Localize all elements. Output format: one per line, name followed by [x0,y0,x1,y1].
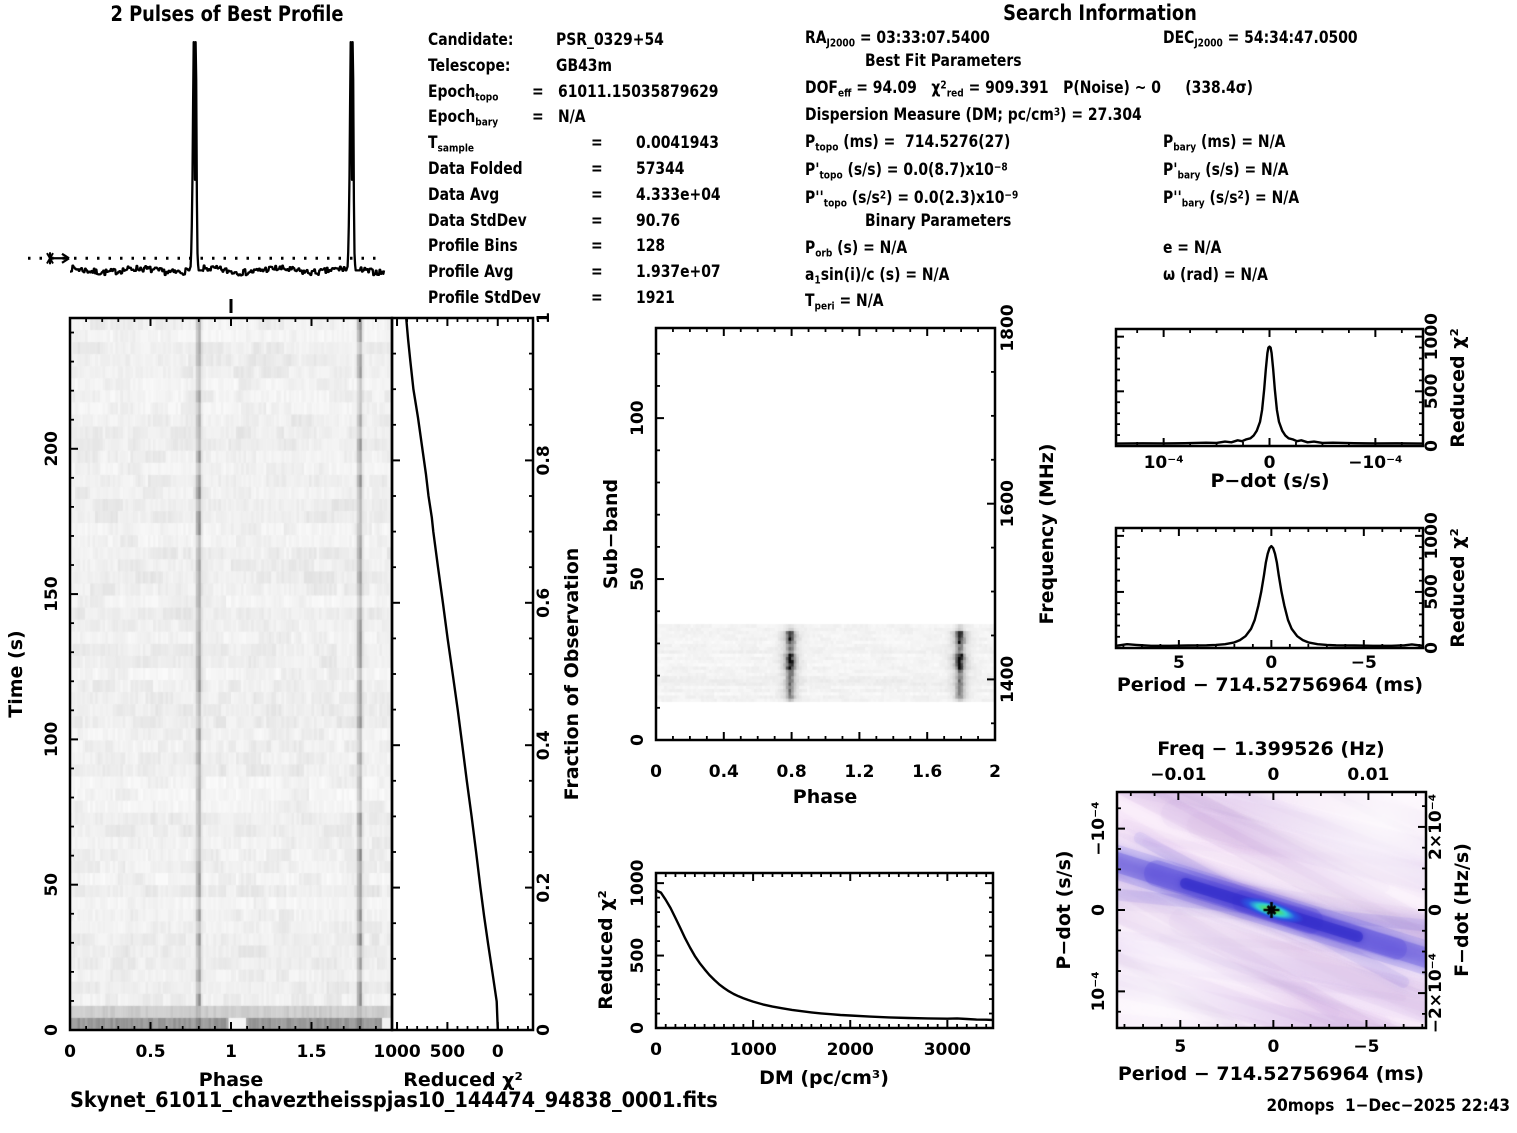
axis-label: Phase [198,1069,264,1091]
tick-label: −5 [1350,653,1377,673]
info-row [428,236,798,262]
tick-label: 200 [42,431,62,467]
info-left: $P''_{topo}$ $(s/s^2) = 0.0(2.3)x10^{-9}$ [805,188,1019,210]
tick-label: 0 [628,734,648,746]
data-curve [1116,347,1423,444]
subscript: peri [814,299,835,313]
plot-frame [392,318,533,1030]
info-label: Epoch$_{topo}$ [428,81,499,104]
tick-label: 1000 [628,859,648,907]
tick-label: 0 [491,1042,504,1062]
info-row [428,107,798,133]
tick-label: 5 [1174,1037,1187,1057]
axis-label: Period − 714.52756964 (ms) [1117,1063,1425,1085]
subband-heatmap [656,328,995,740]
tick-label: −10⁻⁴ [1089,801,1109,856]
tick-label: 1.2 [844,762,875,782]
info-right: e = N/A [1163,238,1222,258]
info-row [428,262,798,288]
plot-frame [656,873,993,1028]
tick-label: 2×10⁻⁴ [1426,793,1446,860]
tick-label: 150 [42,576,62,612]
info-right: $DEC_{J2000}$ = 54:34:47.0500 [1163,28,1358,50]
data-curve [70,42,384,275]
tick-label: 0 [534,1024,554,1036]
star-marker [47,253,53,263]
tick-label: 10⁻⁴ [1143,453,1184,473]
tick-label: 0 [1265,653,1278,673]
tick-label: 500 [1422,574,1442,610]
tick-label: 1 [225,1042,237,1062]
axis-label: Period − 714.52756964 (ms) [1116,674,1424,696]
superscript: −8 [993,160,1008,174]
tick-label: 100 [42,721,62,758]
subscript: topo [815,140,839,154]
info-row [800,51,1517,77]
equals-sign: = [591,262,603,283]
info-right: ω (rad) = N/A [1163,265,1268,285]
info-label: Profile Avg [428,262,514,283]
info-value: 4.333e+04 [636,184,721,205]
subscript: J2000 [826,36,855,50]
tick-label: 1400 [998,655,1018,704]
tick-label: 500 [628,937,648,974]
axis-label: P−dot (s/s) [1210,470,1330,492]
tick-label: 0 [1422,642,1442,654]
axis-label: Time (s) [5,630,27,718]
info-row [428,211,798,237]
equals-sign: = [591,236,603,257]
axis-label: P−dot (s/s) [1053,850,1075,970]
equals-sign: = [591,210,603,231]
plot-frame [1116,329,1423,446]
subscript: red [946,86,964,100]
tick-label: 0.6 [534,587,554,618]
info-row [800,78,1517,104]
info-value: 1921 [636,288,675,308]
tick-label: 0 [1426,904,1446,916]
info-label: Candidate: [428,30,514,50]
tick-label: 0 [64,1042,76,1062]
superscript: 2 [879,188,887,202]
tick-label: 0 [1267,765,1280,785]
data-curve [406,318,498,1030]
section-title: Best Fit Parameters [865,51,1022,71]
equals-sign: = [532,81,544,102]
info-label: Telescope: [428,55,511,76]
equals-sign: = [591,288,603,308]
subscript: eff [837,86,852,100]
tick-label: 0 [42,1024,62,1036]
superscript: 2 [940,78,947,92]
tick-label: 50 [42,872,62,897]
subscript: orb [815,246,833,260]
superscript: 2 [1237,188,1244,202]
section-title: Binary Parameters [865,211,1012,231]
axis-label: DM (pc/cm³) [759,1067,889,1089]
info-row [428,56,798,82]
info-left: $P'_{topo}$ $(s/s) = 0.0(8.7)x10^{-8}$ [805,160,1008,182]
info-row [800,291,1517,317]
info-left: Dispersion Measure (DM; $pc/cm^3) = 27.304$ [805,105,1142,125]
equals-sign: = [591,133,603,154]
tick-label: 1000 [1422,512,1442,560]
timestamp-label: 20mops 1−Dec−2025 22:43 [1266,1096,1510,1116]
tick-label: 0.8 [534,445,554,476]
equals-sign: = [591,159,603,179]
subscript: sample [437,141,475,155]
tick-label: 0.8 [776,762,807,782]
info-row [428,133,798,159]
info-row [428,288,798,314]
tick-label: 2000 [826,1040,874,1060]
tick-label: 1000 [373,1042,421,1062]
tick-label: 0.2 [534,872,554,903]
info-row [800,132,1517,158]
info-label: Data Avg [428,184,500,205]
subscript: J2000 [1194,36,1223,50]
tick-label: 1.5 [296,1042,327,1062]
info-row [428,82,798,108]
tick-label: 1.6 [912,762,943,782]
subscript: topo [819,168,843,182]
arrow-marker [62,258,69,263]
info-row [428,30,798,56]
info-row [800,238,1517,264]
info-left: $P_{orb}$ (s) = N/A [805,238,908,260]
tick-label: 500 [1422,373,1442,410]
tick-label: −0.01 [1150,765,1207,785]
filename-label: Skynet_61011_chaveztheisspjas10_144474_94838_0001.fits [70,1088,718,1112]
tick-label: 5 [1172,653,1185,673]
axis-label: F−dot (Hz/s) [1451,843,1473,977]
info-row [800,105,1517,131]
info-value: PSR_0329+54 [556,30,664,50]
info-value: 1.937e+07 [636,262,721,283]
info-value: 57344 [636,159,685,179]
info-value: 61011.15035879629 [558,81,719,102]
info-right: $P''_{bary}$ $(s/s^2) = N/A$ [1163,188,1300,210]
chart-title: Freq − 1.399526 (Hz) [1157,738,1385,760]
info-row [428,159,798,185]
info-left: $DOF_{eff} = 94.09$ $\chi^2_{red} = 909.391$ P(Noise) ~ 0 (338.4σ) [805,78,1253,100]
superscript: 3 [1053,105,1061,119]
axis-label: Reduced χ² [1447,328,1469,448]
info-left: $RA_{J2000}$ = 03:33:07.5400 [805,28,990,50]
tick-label: −10⁻⁴ [1348,453,1403,473]
info-right: $P_{bary}$ (ms) = N/A [1163,132,1286,154]
tick-label: 0 [1089,904,1109,916]
tick-label: 0 [628,1022,648,1034]
search-info [800,28,1517,328]
tick-label: 500 [429,1042,466,1062]
equals-sign: = [591,184,603,205]
tick-label: 0.4 [534,730,554,761]
tick-label: 0 [1263,453,1276,473]
plot-frame [1116,528,1423,648]
info-label: Profile StdDev [428,288,541,308]
tick-label: 1600 [998,480,1018,528]
axis-label: Frequency (MHz) [1036,443,1058,625]
axis-label: Reduced χ² [403,1069,523,1091]
candidate-info [428,30,798,320]
info-value: 0.0041943 [636,133,719,154]
arrow-marker [62,254,69,258]
superscript: −9 [1004,188,1019,202]
tick-label: 0 [1422,440,1442,452]
tick-label: 1000 [1422,312,1442,361]
tick-label: 3000 [923,1040,972,1060]
subscript: bary [1173,140,1197,154]
info-value: 128 [636,236,666,257]
tick-label: 10⁻⁴ [1089,971,1109,1012]
info-row [428,185,798,211]
equals-sign: = [532,107,544,128]
info-row [800,265,1517,291]
info-value: GB43m [556,55,613,76]
info-label: Data StdDev [428,210,527,231]
tick-label: 0 [650,1040,662,1060]
info-left: $P_{topo}$ (ms) = 714.5276(27) [805,132,1011,154]
info-row [800,160,1517,186]
time-phase-heatmap [70,318,392,1030]
star-marker [47,253,53,263]
data-curve [1116,546,1423,646]
info-label: Profile Bins [428,236,518,257]
subscript: 1 [814,273,821,287]
tick-label: −5 [1353,1037,1380,1057]
subscript: bary [475,115,499,129]
axis-label: Reduced χ² [1447,528,1469,648]
tick-label: 2 [989,762,1001,782]
tick-label: 1800 [998,304,1018,352]
profile-title: 2 Pulses of Best Profile [110,2,344,26]
tick-label: 1 [534,312,554,324]
data-curve [656,890,993,1020]
info-label: Data Folded [428,159,523,179]
axis-label: Fraction of Observation [561,547,583,801]
info-label: Epoch$_{bary}$ [428,107,499,129]
subscript: topo [823,196,847,210]
info-left: $a_1\sin(i)/c$ (s) = N/A [805,265,950,287]
tick-label: 100 [628,400,648,436]
search-info-title: Search Information [1003,1,1197,25]
info-right: $P'_{bary}$ (s/s) = N/A [1163,160,1289,182]
subscript: bary [1181,196,1205,210]
info-value: 90.76 [636,210,681,231]
tick-label: 50 [628,567,648,591]
tick-label: 0.01 [1347,765,1390,785]
info-row [800,211,1517,237]
tick-label: 0.4 [708,762,739,782]
info-label: $T_{sample}$ [428,133,475,155]
axis-label: Sub−band [600,478,622,590]
tick-label: −2×10⁻⁴ [1426,952,1446,1034]
tick-label: 0.5 [135,1042,166,1062]
info-left: $T_{peri} = N/A$ [805,291,884,313]
subscript: bary [1177,168,1201,182]
subscript: topo [475,90,499,104]
axis-label: Reduced χ² [595,890,617,1010]
tick-label: 0 [1267,1037,1280,1057]
tick-label: 0 [650,762,662,782]
period-pdot-heatmap [1117,792,1426,1028]
info-value: N/A [558,107,586,128]
tick-label: 1000 [729,1040,777,1060]
axis-label: Phase [792,786,858,808]
